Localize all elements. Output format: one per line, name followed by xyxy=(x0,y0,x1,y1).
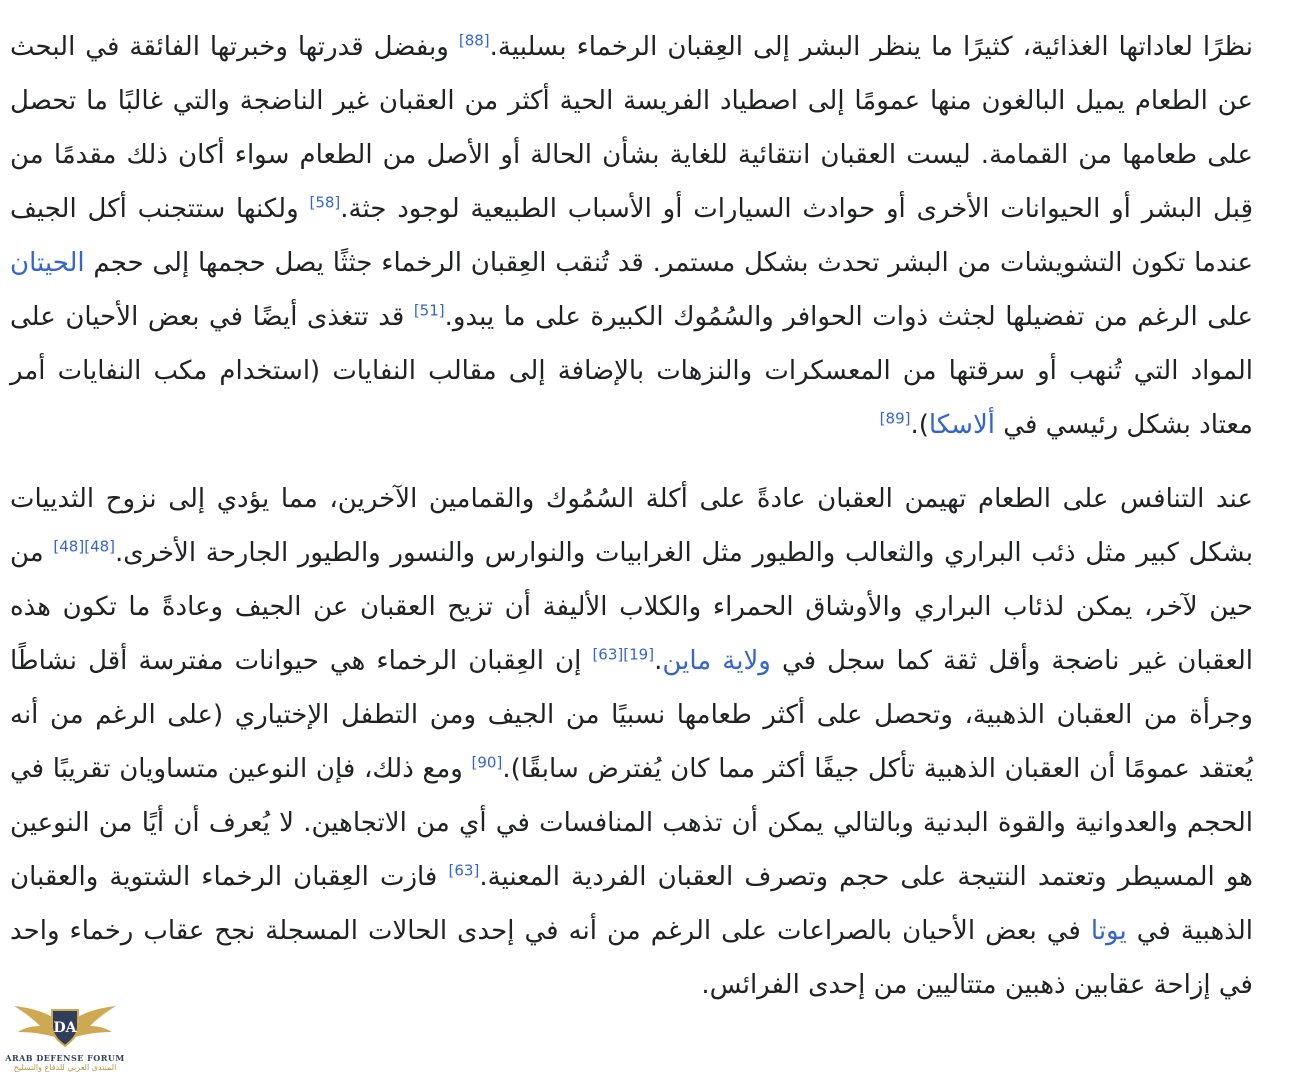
text-segment: وبفضل قدرتها وخبرتها الفائقة في البحث عن الطعام يميل البالغون منها عمومًا إلى اصطياد الفريسة الحية أكثر من العقبان غير الناضجة والتي غالبًا ما تحصل على طعامها من القمامة. ليست العقبان انتقائية للغاية بشأن الحالة أو الأصل من الطعام سواء أكان ذلك مقدمًا من قِبل البشر أو الحيوانات الأخرى أو حوادث السيارات أو الأسباب الطبيعية لوجود جثة. xyxy=(10,32,1253,224)
watermark-logo xyxy=(6,986,124,1072)
text-segment: ). xyxy=(910,410,929,440)
citation-58[interactable]: [58] xyxy=(309,193,341,212)
citation-88[interactable]: [88] xyxy=(458,31,490,50)
link-alaska[interactable]: ألاسكا xyxy=(928,410,996,440)
citation-19[interactable]: [19] xyxy=(623,645,655,664)
citation-51[interactable]: [51] xyxy=(413,301,445,320)
citation-48b[interactable]: [48] xyxy=(53,537,85,556)
citation-48a[interactable]: [48] xyxy=(84,537,116,556)
watermark-name: ARAB DEFENSE FORUM xyxy=(5,1053,125,1063)
text-segment: عند التنافس على الطعام تهيمن العقبان عادةً على أكلة السُمُوك والقمامين الآخرين، مما يؤدي إلى نزوح الثدييات بشكل كبير مثل ذئب البراري والثعالب والطيور مثل الغرابيات والنوارس والنسور والطيور الجارحة الأخرى. xyxy=(10,484,1253,568)
citation-89[interactable]: [89] xyxy=(879,409,911,428)
citation-63b[interactable]: [63] xyxy=(448,861,480,880)
badge-text: DA xyxy=(53,1020,77,1036)
eagle-wings-icon xyxy=(10,996,120,1052)
link-whales[interactable]: الحيتان xyxy=(10,248,85,278)
article-body xyxy=(10,20,1253,1012)
paragraph-2 xyxy=(10,472,1253,1012)
citation-63a[interactable]: [63] xyxy=(592,645,624,664)
text-segment: فازت العِقبان الرخماء الشتوية والعقبان الذهبية في xyxy=(10,862,1253,946)
text-segment: قد تتغذى أيضًا في بعض الأحيان على المواد التي تُنهب أو سرقتها من المعسكرات والنزهات بالإضافة إلى مقالب النفايات (استخدام مكب النفايات أمر معتاد بشكل رئيسي في xyxy=(10,302,1253,440)
text-segment: على الرغم من تفضيلها لجثث ذوات الحوافر والسُمُوك الكبيرة على ما يبدو. xyxy=(444,302,1253,332)
text-segment: . xyxy=(654,646,663,676)
watermark-subtitle: المنتدى العربي للدفاع والتسليح xyxy=(13,1063,117,1072)
text-segment: إن العِقبان الرخماء هي حيوانات مفترسة أقل نشاطًا وجرأة من العقبان الذهبية، وتحصل على أكثر طعامها نسبيًا من الجيف ومن التطفل الإختياري (على الرغم من أنه يُعتقد عمومًا أن العقبان الذهبية تأكل جيفًا أكثر مما كان يُفترض سابقًا). xyxy=(10,646,1254,784)
text-segment: في بعض الأحيان بالصراعات على الرغم من أنه في إحدى الحالات المسجلة نجح عقاب رخماء واحد في إزاحة عقابين ذهبين متتاليين من إحدى الفرائس. xyxy=(10,916,1253,1000)
text-segment: من حين لآخر، يمكن لذئاب البراري والأوشاق الحمراء والكلاب الأليفة أن تزيح العقبان عن الجيف وعادةً ما تكون هذه العقبان غير ناضجة وأقل ثقة كما سجل في xyxy=(10,538,1254,676)
text-segment: نظرًا لعاداتها الغذائية، كثيرًا ما ينظر البشر إلى العِقبان الرخماء بسلبية. xyxy=(489,32,1253,62)
text-segment: ومع ذلك، فإن النوعين متساويان تقريبًا في الحجم والعدوانية والقوة البدنية وبالتالي يمكن أن تذهب المنافسات في أي من الاتجاهين. لا يُعرف أن أيًا من النوعين هو المسيطر وتعتمد النتيجة على حجم وتصرف العقبان الفردية المعنية. xyxy=(10,754,1254,892)
citation-90[interactable]: [90] xyxy=(471,753,503,772)
link-maine[interactable]: ولاية ماين xyxy=(662,646,771,676)
link-utah[interactable]: يوتا xyxy=(1090,916,1127,946)
text-segment: ولكنها ستتجنب أكل الجيف عندما تكون التشويشات من البشر تحدث بشكل مستمر. قد تُنقب العِقبان الرخماء جثثًا يصل حجمها إلى حجم xyxy=(10,194,1253,278)
paragraph-1 xyxy=(10,20,1253,452)
